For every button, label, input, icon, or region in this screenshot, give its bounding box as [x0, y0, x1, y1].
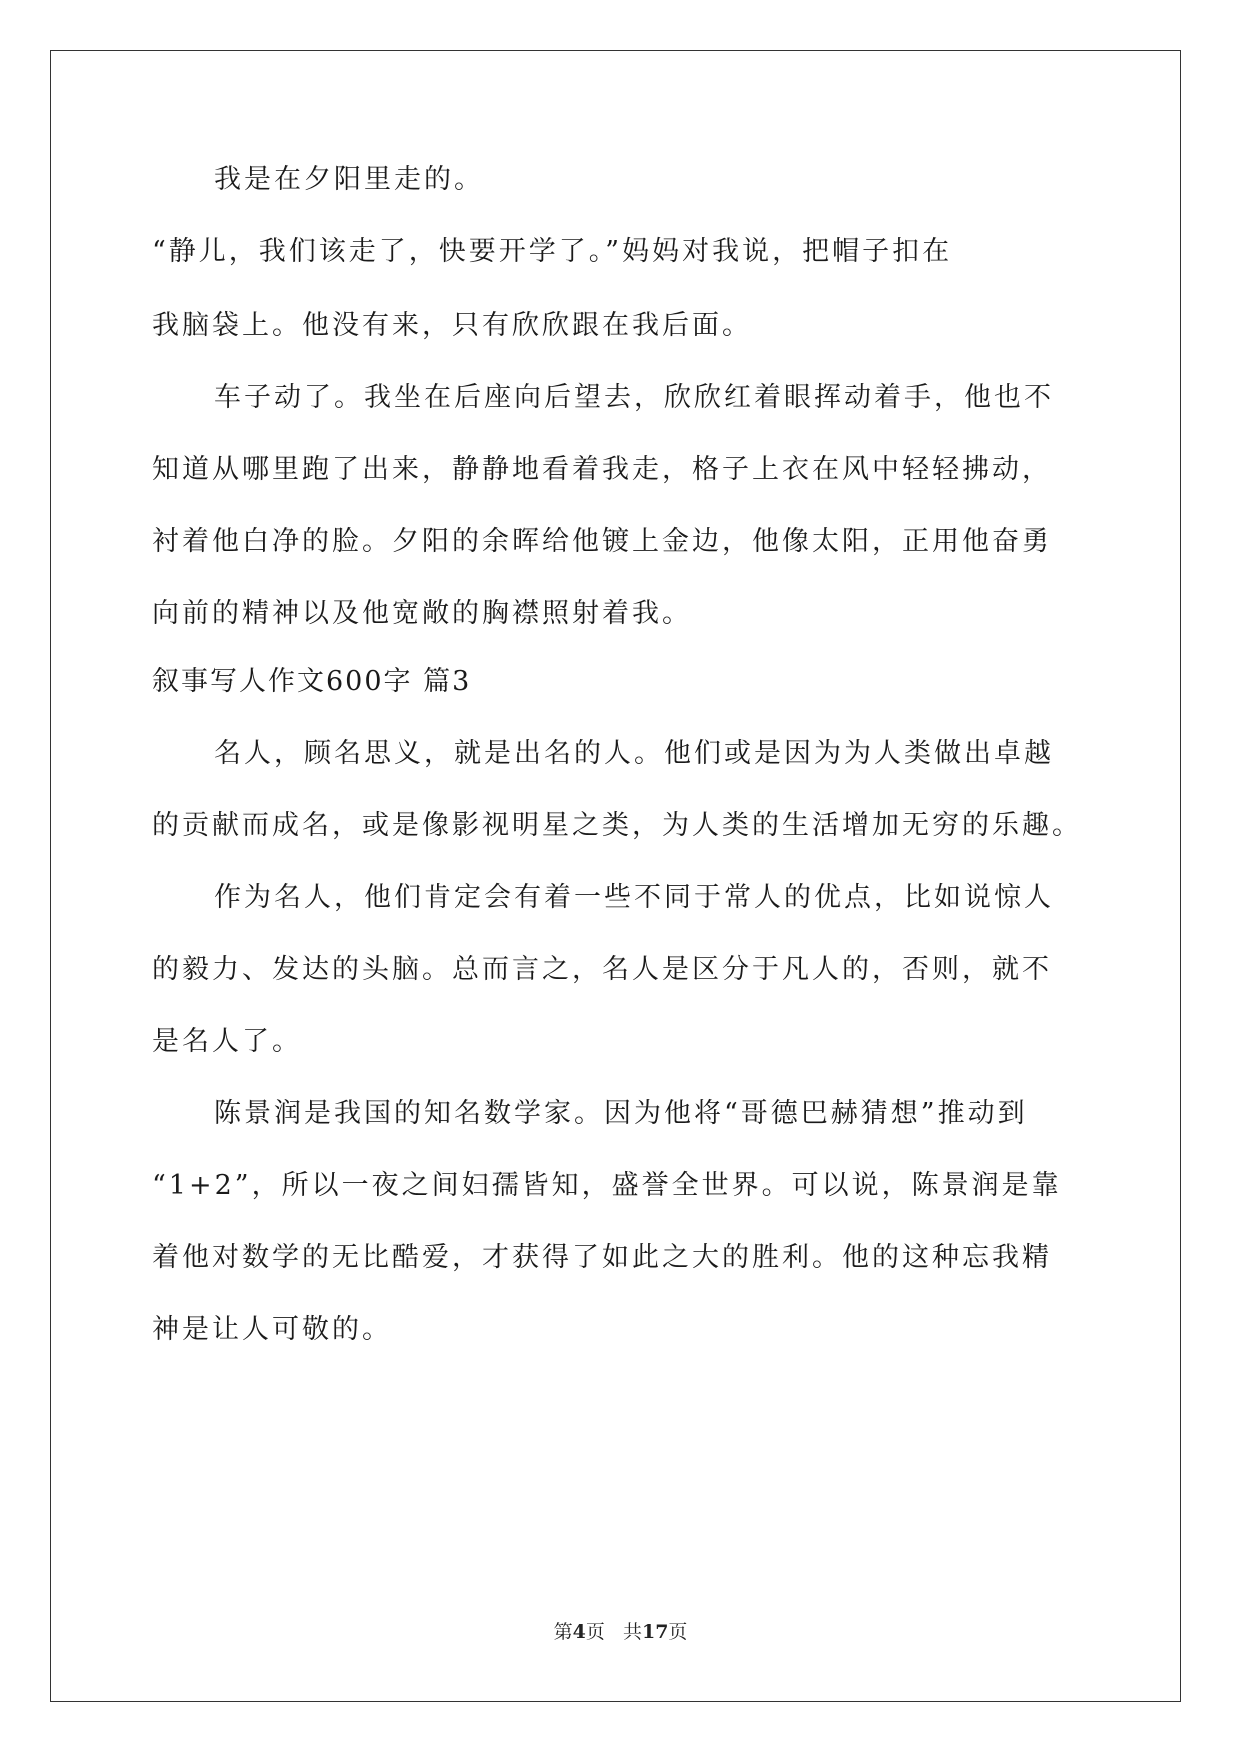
footer-total-prefix: 共 — [622, 1621, 642, 1643]
paragraph-line: 我是在夕阳里走的。 — [214, 164, 484, 195]
footer-page-unit: 页 — [585, 1621, 605, 1643]
paragraph-line: 陈景润是我国的知名数学家。因为他将“哥德巴赫猜想”推动到 — [214, 1098, 1028, 1129]
paragraph-line: 的贡献而成名，或是像影视明星之类，为人类的生活增加无穷的乐趣。 — [152, 810, 1082, 841]
paragraph-line: 我脑袋上。他没有来，只有欣欣跟在我后面。 — [152, 310, 752, 341]
paragraph-line: 着他对数学的无比酷爱，才获得了如此之大的胜利。他的这种忘我精 — [152, 1242, 1052, 1273]
paragraph-line: 是名人了。 — [152, 1026, 302, 1057]
paragraph-line: “静儿，我们该走了，快要开学了。”妈妈对我说，把帽子扣在 — [152, 236, 953, 267]
total-pages-number: 17 — [641, 1621, 669, 1643]
paragraph-line: 向前的精神以及他宽敞的胸襟照射着我。 — [152, 598, 692, 629]
section-heading: 叙事写人作文600字 篇3 — [152, 666, 472, 697]
page-border — [50, 50, 1181, 1702]
paragraph-line: 的毅力、发达的头脑。总而言之，名人是区分于凡人的，否则，就不 — [152, 954, 1052, 985]
paragraph-line: 车子动了。我坐在后座向后望去，欣欣红着眼挥动着手，他也不 — [214, 382, 1054, 413]
paragraph-line: “1+2”，所以一夜之间妇孺皆知，盛誉全世界。可以说，陈景润是靠 — [152, 1170, 1062, 1201]
paragraph-line: 知道从哪里跑了出来，静静地看着我走，格子上衣在风中轻轻拂动， — [152, 454, 1052, 485]
current-page-number: 4 — [572, 1621, 586, 1643]
paragraph-line: 神是让人可敬的。 — [152, 1314, 392, 1345]
footer-total-unit: 页 — [668, 1621, 688, 1643]
paragraph-line: 衬着他白净的脸。夕阳的余晖给他镀上金边，他像太阳，正用他奋勇 — [152, 526, 1052, 557]
paragraph-line: 作为名人，他们肯定会有着一些不同于常人的优点，比如说惊人 — [214, 882, 1054, 913]
footer-prefix: 第 — [553, 1621, 573, 1643]
paragraph-line: 名人，顾名思义，就是出名的人。他们或是因为为人类做出卓越 — [214, 738, 1054, 769]
page-footer — [0, 1620, 1241, 1644]
